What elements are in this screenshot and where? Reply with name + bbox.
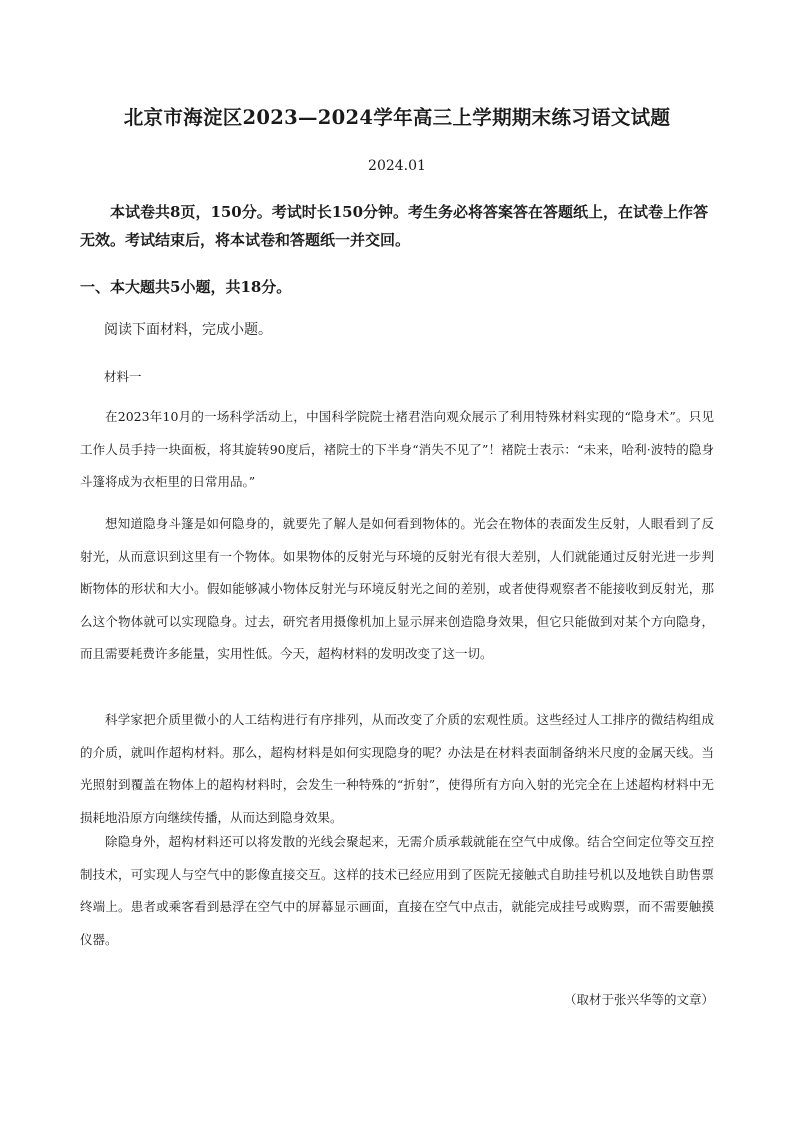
exam-title: 北京市海淀区2023—2024学年高三上学期期末练习语文试题: [123, 106, 671, 129]
exam-instructions: 本试卷共8页，150分。考试时长150分钟。考生务必将答案答在答题纸上，在试卷上作答无效。考试结束后，将本试卷和答题纸一并交回。: [80, 203, 709, 249]
material-paragraph: 科学家把介质里微小的人工结构进行有序排列，从而改变了介质的宏观性质。这些经过人工排序的微结构组成的介质，就叫作超构材料。那么，超构材料是如何实现隐身的呢？办法是在材料表面制备纳米尺度的金属天线。当光照射到覆盖在物体上的超构材料时，会发生一种特殊的“折射”，使得所有方向入射的光完全在上述超构材料中无损耗地沿原方向继续传播，从而达到隐身效果。: [80, 712, 714, 825]
material-paragraph: 想知道隐身斗篷是如何隐身的，就要先了解人是如何看到物体的。光会在物体的表面发生反射，人眼看到了反射光，从而意识到这里有一个物体。如果物体的反射光与环境的反射光有很大差别，人们就能通过反射光进一步判断物体的形状和大小。假如能够减小物体反射光与环境反射光之间的差别，或者使得观察者不能接收到反射光，那么这个物体就可以实现隐身。过去，研究者用摄像机加上显示屏来创造隐身效果，但它只能做到对某个方向隐身，而且需要耗费许多能量，实用性低。今天，超构材料的发明改变了这一切。: [80, 516, 714, 661]
material-paragraph: 除隐身外，超构材料还可以将发散的光线会聚起来，无需介质承载就能在空气中成像。结合空间定位等交互控制技术，可实现人与空气中的影像直接交互。这样的技术已经应用到了医院无接触式自助挂号机以及地铁自助售票终端上。患者或乘客看到悬浮在空气中的屏幕显示画面，直接在空气中点击，就能完成挂号或购票，而不需要触摸仪器。: [80, 834, 714, 947]
reading-prompt: 阅读下面材料，完成小题。: [104, 322, 272, 338]
exam-date: 2024.01: [368, 158, 426, 174]
section-heading: 一、本大题共5小题，共18分。: [80, 278, 292, 296]
material-paragraph: 在2023年10月的一场科学活动上，中国科学院院士褚君浩向观众展示了利用特殊材料实现的“隐身术”。只见工作人员手持一块面板，将其旋转90度后，褚院士的下半身“消失不见了”！褚院士表示：“未来，哈利·波特的隐身斗篷将成为衣柜里的日常用品。”: [80, 409, 714, 489]
source-citation: （取材于张兴华等的文章）: [563, 992, 714, 1007]
material-label: 材料一: [104, 369, 142, 384]
